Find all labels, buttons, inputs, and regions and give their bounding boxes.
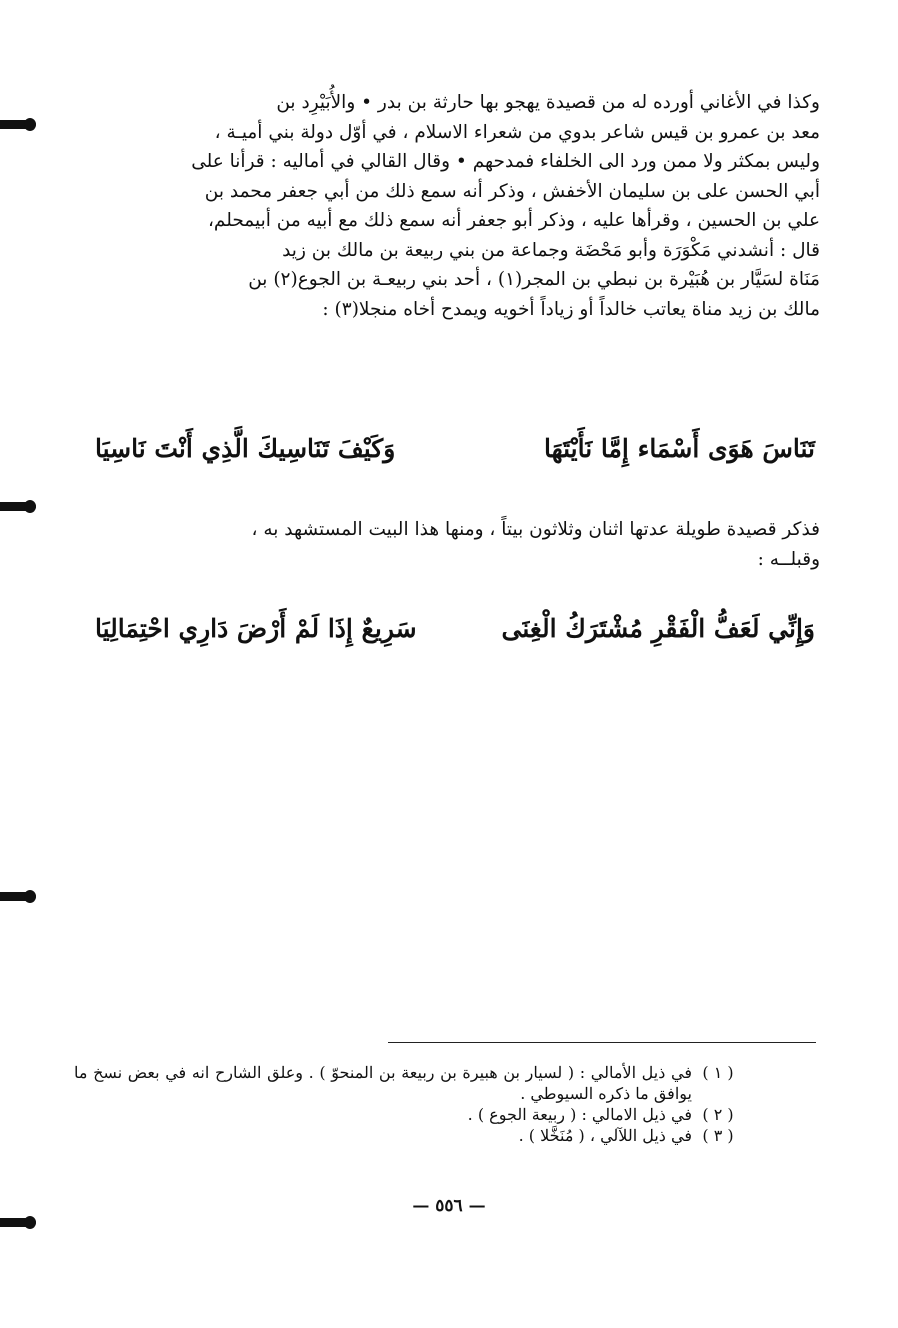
binding-mark [0,892,36,901]
verse-second-hemistich: سَرِيعٌ إِذَا لَمْ أَرْضَ دَارِي احْتِمَالِيَا [95,614,417,643]
footnote-item [74,1104,744,1125]
footnotes [74,1062,744,1146]
footnote-divider [388,1042,816,1043]
verse-first-hemistich: وَإِنِّي لَعَفُّ الْفَقْرِ مُشْتَرَكُ الْغِنَى [501,614,815,643]
text-line: مالك بن زيد مناة يعاتب خالداً أو زياداً أخويه ويمدح أخاه منجلا(٣) : [322,298,820,320]
binding-mark [0,120,36,129]
footnote-number: ( ١ ) [702,1063,734,1082]
footnote-text: في ذيل اللآلي ، ( مُنَخَّلا ) . [518,1126,692,1145]
verse-second-hemistich: وَكَيْفَ تَنَاسِيكَ الَّذِي أَنْتَ نَاسِيَا [95,434,396,463]
text-line: أبي الحسن على بن سليمان الأخفش ، وذكر أنه سمع ذلك من أبي جعفر محمد بن [204,180,820,202]
binding-mark [0,502,36,511]
text-line: وليس بمكثر ولا ممن ورد الى الخلفاء فمدحهم • وقال القالي في أماليه : قرأنا على [191,151,820,172]
text-line: فذكر قصيدة طويلة عدتها اثنان وثلاثون بيتاً ، ومنها هذا البيت المستشهد به ، [251,519,820,540]
main-paragraph [78,88,820,324]
footnote-item [74,1125,744,1146]
page-number: — ٥٥٦ — [412,1196,486,1216]
footnote-item [74,1062,744,1104]
text-line: وكذا في الأغاني أورده له من قصيدة يهجو بها حارثة بن بدر • والأُبَيْرِد بن [276,92,820,113]
footnote-number: ( ٢ ) [702,1105,734,1124]
footnote-text: في ذيل الامالي : ( ربيعة الجوع ) . [467,1105,692,1124]
footnote-number: ( ٣ ) [702,1126,734,1145]
verse-first-hemistich: تَنَاسَ هَوَى أَسْمَاء إِمَّا نَأَيْتَهَا [543,434,815,463]
poetry-verse-2 [95,614,815,643]
text-line: علي بن الحسين ، وقرأها عليه ، وذكر أبو جعفر أنه سمع ذلك مع أبيه من أبيمحلم، [207,210,820,231]
text-line: قال : أنشدني مَكْوَرَة وأبو مَحْضَة وجماعة من بني ربيعة بن مالك بن زيد [282,239,820,261]
binding-mark [0,1218,36,1227]
footnote-text: في ذيل الأمالي : ( لسيار بن هبيرة بن ربيعة بن المنحوّ ) . وعلق الشارح انه في بعض نسخ ما يوافق ما ذكره السيوطي . [74,1063,692,1103]
text-line: معد بن عمرو بن قيس شاعر بدوي من شعراء الاسلام ، في أوّل دولة بني أميـة ، [214,121,820,143]
text-line: وقبلــه : [757,549,820,570]
text-line: مَنَاة لسَيَّار بن هُبَيْرة بن نبطي بن المجر(١) ، أحد بني ربيعـة بن الجوع(٢) بن [248,269,820,290]
second-paragraph [78,515,820,575]
poetry-verse-1 [95,434,815,463]
